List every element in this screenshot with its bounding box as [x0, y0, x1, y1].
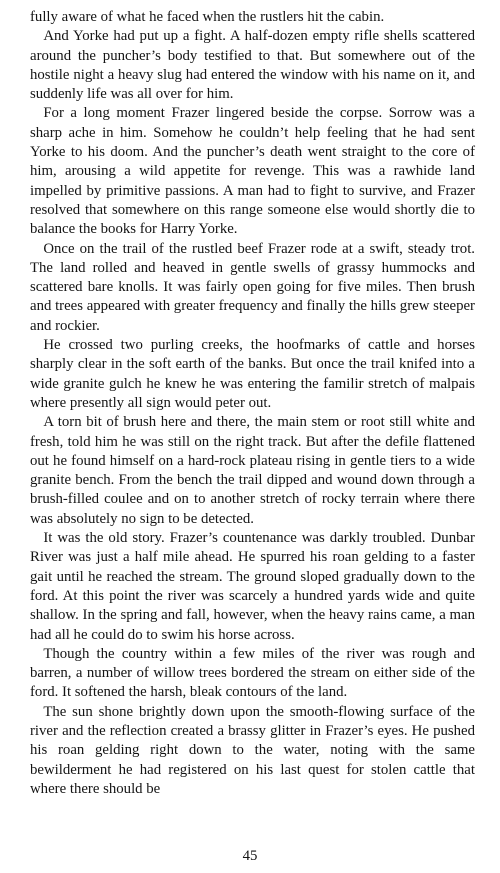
- paragraph: Though the country within a few miles of the river was rough and barren, a number of willow trees bordered the stream on either side of the ford. It softened the harsh, bleak contours of the land.: [30, 645, 475, 701]
- paragraph: Once on the trail of the rustled beef Frazer rode at a swift, steady trot. The land rolled and heaved in gentle swells of grassy hummocks and scattered bare knolls. It was fairly open going for five miles. Then brush and trees appeared with greater frequency and finally the hills grew steeper and rockier.: [30, 240, 475, 334]
- paragraph: The sun shone brightly down upon the smooth-flowing surface of the river and the reflection created a brassy glitter in Frazer’s eyes. He pushed his roan gelding right down to the water, noting with the same bewilderment he had registered on his last quest for stolen cattle that where there should be: [30, 703, 475, 797]
- paragraph-continued: fully aware of what he faced when the rustlers hit the cabin.: [30, 9, 385, 25]
- paragraph: He crossed two purling creeks, the hoofmarks of cattle and horses sharply clear in the soft earth of the banks. But once the trail knifed into a wide granite gulch he knew he was entering the familir stretch of malpais where presently all sign would peter out.: [30, 337, 475, 411]
- paragraph: For a long moment Frazer lingered beside the corpse. Sorrow was a sharp ache in him. Somehow he couldn’t help feeling that he had sent Yorke to his doom. And the puncher’s death went straight to the core of him, arousing a wild appetite for revenge. This was a rawhide land impelled by primitive passions. A man had to fight to survive, and Frazer resolved that somewhere on this range someone else would shortly die to balance the books for Harry Yorke.: [30, 105, 475, 238]
- paragraph: It was the old story. Frazer’s countenance was darkly troubled. Dunbar River was just a half mile ahead. He spurred his roan gelding to a faster gait until he reached the stream. The ground sloped gradually down to the ford. At this point the river was scarcely a hundred yards wide and quite shallow. In the spring and fall, however, when the heavy rains came, a man had all he could do to swim his horse across.: [30, 530, 475, 643]
- page-number: 45: [242, 848, 258, 864]
- paragraph: And Yorke had put up a fight. A half-dozen empty rifle shells scattered around the puncher’s body testified to that. But somewhere out of the hostile night a heavy slug had entered the window with his name on it, and suddenly life was all over for him.: [30, 28, 475, 103]
- paragraph: A torn bit of brush here and there, the main stem or root still white and fresh, told him he was still on the right track. But after the defile flattened out he found himself on a hard-rock plateau rising in gentle tiers to a wide granite bench. From the bench the trail dipped and wound down through a brush-filled coulee and on to another stretch of rocky terrain where there was absolutely no sign to be detected.: [30, 414, 475, 527]
- page-body: [30, 8, 475, 799]
